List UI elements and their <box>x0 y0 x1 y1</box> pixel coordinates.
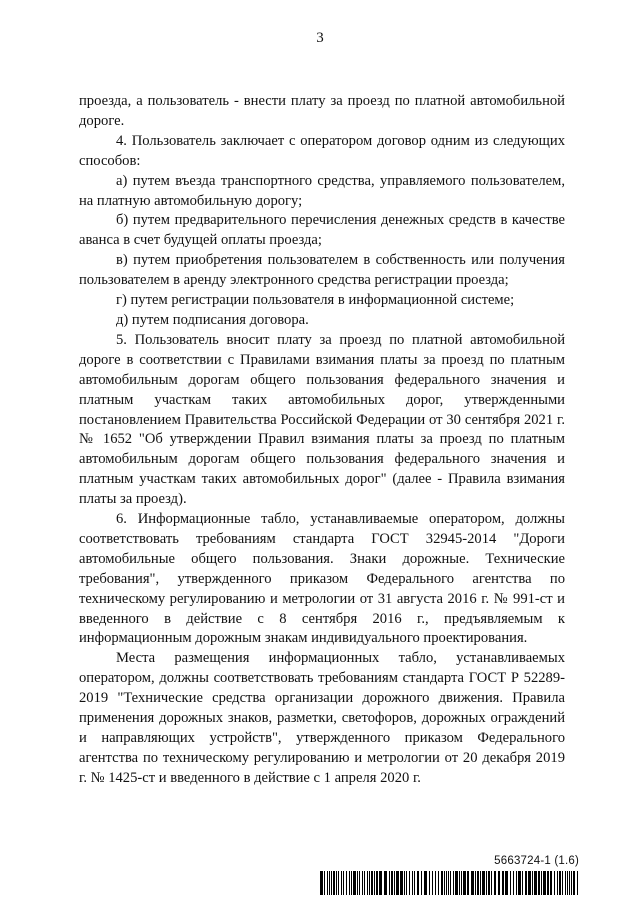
paragraph-subitem-a: а) путем въезда транспортного средства, управляемого пользователем, на платную автомобильную дорогу; <box>79 172 565 209</box>
paragraph-subitem-d: д) путем подписания договора. <box>116 311 309 328</box>
barcode-image <box>320 871 580 895</box>
paragraph-subitem-v: в) путем приобретения пользователем в собственность или получения пользователем в аренду электронного средства регистрации проезда; <box>79 252 565 289</box>
paragraph-subitem-g: г) путем регистрации пользователя в информационной системе; <box>116 292 515 309</box>
paragraph-placement: Места размещения информационных табло, устанавливаемых оператором, должны соответствовать требованиям стандарта ГОСТ Р 52289-2019 "Технические средства организации дорожного движения. Правила применения дорожных знаков, разметки, светофоров, дорожных ограждений и направляющих устройств", утвержденного приказом Федерального агентства по техническому регулированию и метрологии от 20 декабря 2019 г. № 1425-ст и введенного в действие с 1 апреля 2020 г. <box>79 650 565 786</box>
paragraph-item-4: 4. Пользователь заключает с оператором договор одним из следующих способов: <box>79 132 565 169</box>
paragraph-item-6: 6. Информационные табло, устанавливаемые оператором, должны соответствовать требованиям стандарта ГОСТ 32945-2014 "Дороги автомобильные общего пользования. Знаки дорожные. Технические требования", утвержденного приказом Федерального агентства по техническому регулированию и метрологии от 31 августа 2016 г. № 991-ст и введенного в действие с 8 сентября 2016 г., предъявляемым к информационным дорожным знакам индивидуального проектирования. <box>79 511 565 647</box>
paragraph-continuation: проезда, а пользователь - внести плату за проезд по платной автомобильной дороге. <box>79 93 565 129</box>
document-body <box>79 92 565 789</box>
page-number: 3 <box>316 30 324 46</box>
paragraph-item-5: 5. Пользователь вносит плату за проезд по платной автомобильной дороге в соответствии с Правилами взимания платы за проезд по платным автомобильным дорогам общего пользования федерального значения и платным участкам таких автомобильных дорог, утвержденными постановлением Правительства Российской Федерации от 30 сентября 2021 г. № 1652 "Об утверждении Правил взимания платы за проезд по платным автомобильным дорогам общего пользования федерального значения и платным участкам таких автомобильных дорог" (далее - Правила взимания платы за проезд). <box>79 331 565 508</box>
paragraph-subitem-b: б) путем предварительного перечисления денежных средств в качестве аванса в счет будущей оплаты проезда; <box>79 212 565 249</box>
document-code: 5663724-1 (1.6) <box>494 855 579 867</box>
